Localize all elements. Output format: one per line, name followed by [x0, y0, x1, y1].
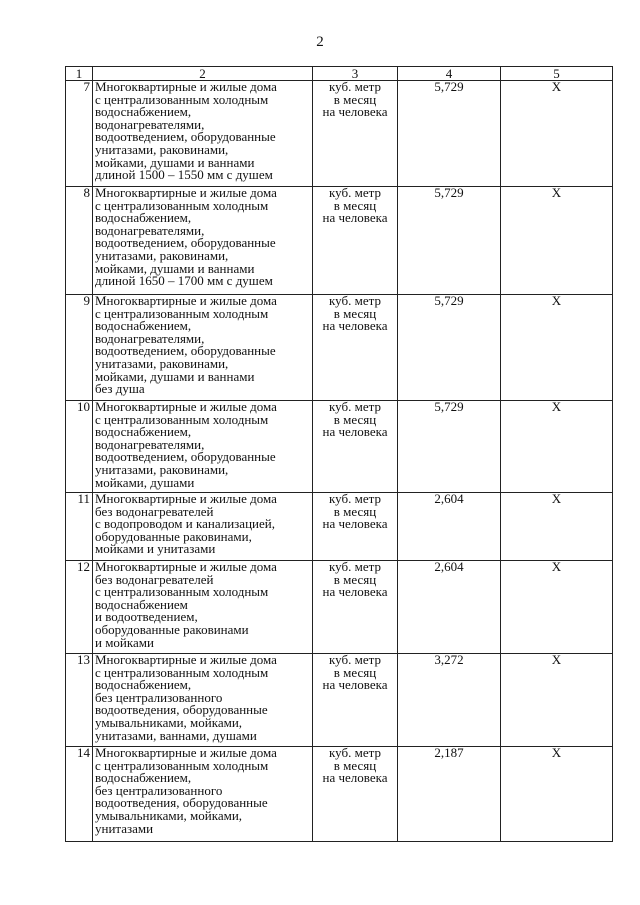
unit-line: куб. метр	[329, 559, 381, 574]
table-row	[66, 654, 613, 747]
table-row	[66, 561, 613, 654]
description-line: водоотведения, оборудованные	[95, 795, 268, 811]
row-value: 5,729	[398, 187, 501, 295]
row-number: 11	[66, 493, 93, 561]
description-line: унитазами, раковинами,	[95, 141, 229, 157]
description-line: водоснабжением,	[95, 677, 192, 693]
description-line: водоснабжением,	[95, 770, 192, 786]
unit-line: в месяц	[333, 503, 377, 519]
row-mark: X	[501, 493, 613, 561]
description-line: Многоквартирные и жилые дома	[95, 185, 277, 200]
description-line: без водонагревателей	[95, 571, 214, 587]
unit-line: на человека	[322, 210, 388, 226]
description-line: Многоквартирные и жилые дома	[95, 652, 277, 667]
description-line: водоснабжением,	[95, 210, 192, 226]
unit-line: в месяц	[333, 305, 377, 321]
row-description	[93, 401, 313, 493]
header-col-4: 4	[398, 67, 501, 81]
table-row	[66, 187, 613, 295]
unit-line: в месяц	[333, 571, 377, 587]
unit-line: куб. метр	[329, 293, 381, 308]
row-mark: X	[501, 187, 613, 295]
description-line: с централизованным холодным	[95, 757, 269, 773]
header-col-1: 1	[66, 67, 93, 81]
table-row	[66, 493, 613, 561]
description-line: водоснабжением,	[95, 104, 192, 120]
description-line: водонагревателями,	[95, 222, 205, 238]
description-line: без централизованного	[95, 689, 223, 705]
unit-line: в месяц	[333, 91, 377, 107]
unit-line: на человека	[322, 584, 388, 600]
description-line: с централизованным холодным	[95, 305, 269, 321]
header-col-3: 3	[313, 67, 398, 81]
row-description	[93, 747, 313, 842]
row-mark: X	[501, 654, 613, 747]
unit-line: куб. метр	[329, 185, 381, 200]
unit-line: куб. метр	[329, 399, 381, 414]
description-line: с централизованным холодным	[95, 197, 269, 213]
description-line: оборудованные раковинами	[95, 621, 249, 637]
description-line: и мойками	[95, 634, 154, 650]
description-line: унитазами	[95, 820, 154, 836]
unit-line: на человека	[322, 318, 388, 334]
row-value: 2,187	[398, 747, 501, 842]
unit-line: на человека	[322, 516, 388, 532]
table-row	[66, 747, 613, 842]
description-line: водоснабжением	[95, 596, 188, 612]
description-line: без централизованного	[95, 782, 223, 798]
row-description	[93, 295, 313, 401]
unit-line: в месяц	[333, 757, 377, 773]
row-number: 7	[66, 81, 93, 187]
row-value: 2,604	[398, 493, 501, 561]
description-line: умывальниками, мойками,	[95, 807, 243, 823]
table-body	[66, 81, 613, 842]
row-value: 5,729	[398, 295, 501, 401]
row-value: 3,272	[398, 654, 501, 747]
row-mark: X	[501, 81, 613, 187]
description-line: мойками, душами и ваннами	[95, 260, 255, 276]
table-row	[66, 295, 613, 401]
row-unit	[313, 654, 398, 747]
unit-line: в месяц	[333, 197, 377, 213]
row-mark: X	[501, 561, 613, 654]
description-line: Многоквартирные и жилые дома	[95, 399, 277, 414]
row-value: 5,729	[398, 81, 501, 187]
description-line: унитазами, раковинами,	[95, 247, 229, 263]
description-line: Многоквартирные и жилые дома	[95, 745, 277, 760]
header-col-5: 5	[501, 67, 613, 81]
row-description	[93, 81, 313, 187]
description-line: с централизованным холодным	[95, 91, 269, 107]
description-line: Многоквартирные и жилые дома	[95, 559, 277, 574]
header-col-2: 2	[93, 67, 313, 81]
description-line: унитазами, раковинами,	[95, 355, 229, 371]
description-line: водонагревателями,	[95, 116, 205, 132]
row-number: 8	[66, 187, 93, 295]
unit-line: куб. метр	[329, 79, 381, 94]
row-description	[93, 654, 313, 747]
description-line: водоотведением, оборудованные	[95, 449, 276, 465]
unit-line: на человека	[322, 677, 388, 693]
row-number: 13	[66, 654, 93, 747]
unit-line: на человека	[322, 770, 388, 786]
description-line: длиной 1650 – 1700 мм с душем	[95, 273, 273, 289]
unit-line: куб. метр	[329, 745, 381, 760]
description-line: умывальниками, мойками,	[95, 714, 243, 730]
row-description	[93, 187, 313, 295]
row-number: 14	[66, 747, 93, 842]
description-line: и водоотведением,	[95, 609, 198, 625]
description-line: с централизованным холодным	[95, 664, 269, 680]
row-number: 9	[66, 295, 93, 401]
description-line: с централизованным холодным	[95, 411, 269, 427]
unit-line: в месяц	[333, 411, 377, 427]
table-row	[66, 401, 613, 493]
description-line: унитазами, раковинами,	[95, 461, 229, 477]
unit-line: куб. метр	[329, 491, 381, 506]
description-line: мойками, душами и ваннами	[95, 368, 255, 384]
description-line: Многоквартирные и жилые дома	[95, 293, 277, 308]
row-mark: X	[501, 295, 613, 401]
description-line: с централизованным холодным	[95, 584, 269, 600]
description-line: с водопроводом и канализацией,	[95, 516, 275, 532]
row-unit	[313, 187, 398, 295]
description-line: водоотведением, оборудованные	[95, 343, 276, 359]
description-line: Многоквартирные и жилые дома	[95, 79, 277, 94]
row-unit	[313, 81, 398, 187]
table-row	[66, 81, 613, 187]
row-description	[93, 561, 313, 654]
description-line: водоотведением, оборудованные	[95, 235, 276, 251]
row-unit	[313, 295, 398, 401]
description-line: Многоквартирные и жилые дома	[95, 491, 277, 506]
row-mark: X	[501, 747, 613, 842]
description-line: водоснабжением,	[95, 424, 192, 440]
row-unit	[313, 747, 398, 842]
description-line: водоотведением, оборудованные	[95, 129, 276, 145]
description-line: унитазами, ваннами, душами	[95, 727, 257, 743]
row-unit	[313, 561, 398, 654]
row-number: 10	[66, 401, 93, 493]
row-unit	[313, 493, 398, 561]
description-line: водоснабжением,	[95, 318, 192, 334]
row-description	[93, 493, 313, 561]
row-mark: X	[501, 401, 613, 493]
description-line: водонагревателями,	[95, 330, 205, 346]
page-number: 2	[316, 34, 324, 50]
norms-table	[65, 66, 613, 842]
description-line: оборудованные раковинами,	[95, 528, 252, 544]
description-line: без водонагревателей	[95, 503, 214, 519]
row-number: 12	[66, 561, 93, 654]
row-unit	[313, 401, 398, 493]
unit-line: в месяц	[333, 664, 377, 680]
unit-line: на человека	[322, 424, 388, 440]
description-line: мойками, душами и ваннами	[95, 154, 255, 170]
description-line: водоотведения, оборудованные	[95, 702, 268, 718]
description-line: длиной 1500 – 1550 мм с душем	[95, 167, 273, 183]
row-value: 5,729	[398, 401, 501, 493]
description-line: водонагревателями,	[95, 436, 205, 452]
row-value: 2,604	[398, 561, 501, 654]
description-line: мойками и унитазами	[95, 541, 216, 557]
unit-line: куб. метр	[329, 652, 381, 667]
description-line: без душа	[95, 381, 145, 397]
unit-line: на человека	[322, 104, 388, 120]
description-line: мойками, душами	[95, 474, 195, 490]
